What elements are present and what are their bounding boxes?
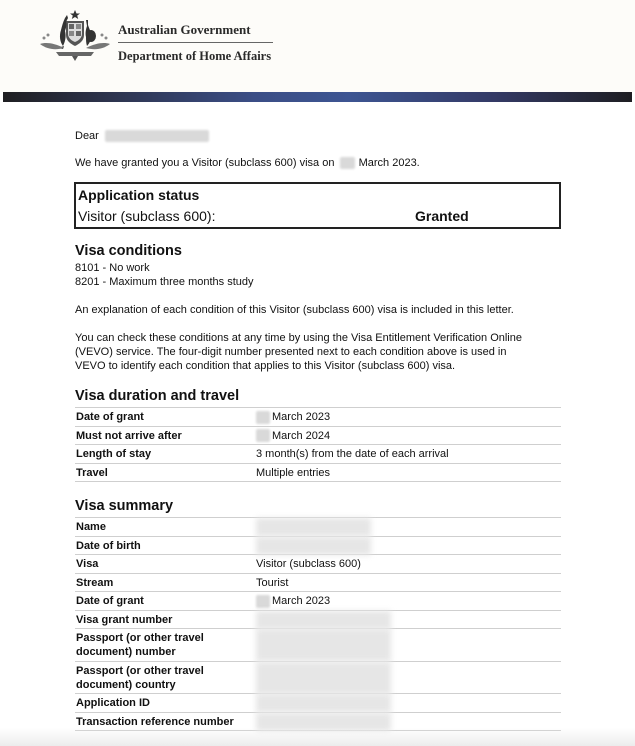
row-label: Must not arrive after — [76, 429, 182, 442]
row-label: Visa grant number — [76, 613, 173, 626]
row-value: March 2023 — [256, 594, 330, 608]
row-value: Visitor (subclass 600) — [256, 558, 361, 570]
grant-sentence-suffix: March 2023. — [358, 157, 420, 169]
header-color-band — [3, 92, 632, 102]
redacted-value — [256, 611, 391, 629]
table-row — [75, 662, 561, 695]
table-row — [75, 427, 561, 446]
table-row — [75, 518, 561, 537]
redacted-day — [256, 411, 270, 424]
table-row — [75, 611, 561, 630]
row-label: Date of grant — [76, 595, 144, 607]
visa-conditions-heading: Visa conditions — [75, 243, 182, 259]
coat-of-arms-icon — [36, 8, 114, 64]
row-label: Application ID — [76, 697, 150, 709]
government-name: Australian Government — [118, 22, 251, 37]
wordmark-divider — [118, 42, 273, 43]
department-name: Department of Home Affairs — [118, 49, 272, 63]
vevo-line-3: VEVO to identify each condition that applies to this Visitor (subclass 600) visa. — [75, 360, 456, 372]
redacted-value — [256, 629, 391, 661]
row-value: Multiple entries — [256, 466, 330, 479]
condition-8101: 8101 - No work — [75, 262, 150, 274]
salutation — [75, 129, 209, 143]
condition-8201: 8201 - Maximum three months study — [75, 276, 254, 288]
visa-summary-heading: Visa summary — [75, 498, 174, 514]
row-label: Transaction reference number — [76, 715, 234, 728]
table-row — [75, 537, 561, 556]
redacted-value — [256, 518, 371, 536]
row-label: Passport (or other travel document) number — [76, 632, 204, 658]
table-row — [75, 445, 561, 464]
redacted-value — [256, 662, 391, 694]
application-status-value: Granted — [415, 208, 469, 224]
row-value: Tourist — [256, 576, 289, 589]
table-row — [75, 592, 561, 611]
row-label: Length of stay — [76, 448, 152, 460]
grant-sentence — [75, 156, 420, 170]
visa-duration-heading: Visa duration and travel — [75, 388, 240, 404]
row-value: March 2023 — [256, 410, 330, 424]
row-label: Stream — [76, 576, 114, 589]
page-bottom-shadow — [0, 728, 635, 746]
redacted-day — [256, 429, 270, 442]
row-label: Visa — [76, 558, 99, 570]
redacted-recipient-name — [105, 130, 209, 142]
redacted-grant-day — [340, 157, 355, 169]
row-label: Travel — [76, 466, 108, 479]
redacted-value — [256, 537, 371, 555]
visa-duration-table — [75, 407, 561, 482]
conditions-explanation: An explanation of each condition of this Visitor (subclass 600) visa is included in this letter. — [75, 304, 514, 316]
table-row — [75, 464, 561, 483]
government-wordmark — [118, 22, 273, 64]
table-row — [75, 629, 561, 662]
row-label: Passport (or other travel document) country — [76, 664, 204, 691]
row-label: Date of birth — [76, 539, 141, 552]
row-label: Date of grant — [76, 411, 144, 423]
row-value: 3 month(s) from the date of each arrival — [256, 448, 449, 460]
visa-summary-table — [75, 517, 561, 731]
row-label: Name — [76, 521, 106, 533]
application-status-label: Visitor (subclass 600): — [78, 208, 216, 224]
table-row — [75, 574, 561, 593]
table-row — [75, 555, 561, 574]
vevo-line-1: You can check these conditions at any time by using the Visa Entitlement Verification Online — [75, 332, 522, 344]
application-status-title: Application status — [78, 187, 200, 203]
redacted-day — [256, 595, 270, 608]
application-status-box — [74, 182, 561, 229]
row-value: March 2024 — [256, 429, 330, 443]
vevo-line-2: (VEVO) service. The four-digit number presented next to each condition above is used in — [75, 346, 507, 358]
table-row — [75, 694, 561, 713]
redacted-value — [256, 694, 391, 712]
salutation-word: Dear — [75, 130, 99, 142]
grant-sentence-prefix: We have granted you a Visitor (subclass 600) visa on — [75, 157, 335, 169]
table-row — [75, 408, 561, 427]
letterhead — [0, 0, 635, 92]
